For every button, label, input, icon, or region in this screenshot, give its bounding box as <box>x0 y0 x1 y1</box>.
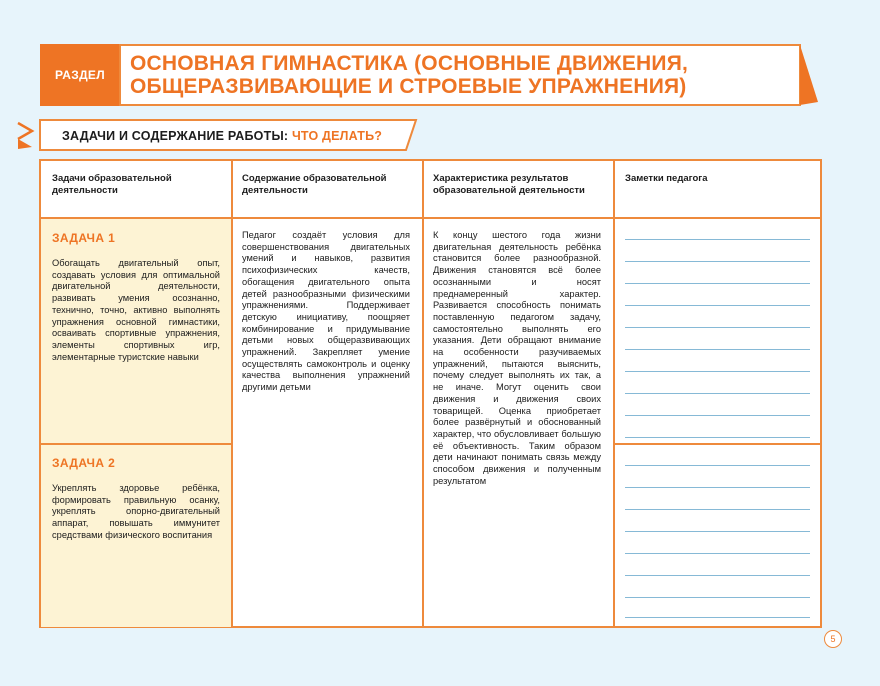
results-text: К концу шестого года жизни двигательная деятельность ребёнка становится более разнообразной. Движения становятся всё более осознанными и носят преднамеренный характер. Развивается способность понимать поставленную педагогом задачу, самостоятельно выполнять его указания. Дети обращают внимание на особенности разучиваемых упражнений, пытаются выяснить, почему следует выполнять их так, а не иначе. Могут оценить свои движения и движения своих товарищей. Оценка приобретает более развёрнутый и обоснованный характер, что обусловливает большую её объективность. Таким образом дети начинают понимать связь между способом движения и полученным результатом <box>433 230 601 486</box>
section-banner <box>40 44 820 106</box>
header-notes: Заметки педагога <box>625 173 708 184</box>
note-line <box>625 261 810 262</box>
teacher-notes-area[interactable] <box>615 219 820 627</box>
subheading <box>14 117 424 153</box>
task1-text: Обогащать двигательный опыт, создавать условия для оптимальной двигательной деятельности, развивать умения осознанно, технично, точно, активно выполнять упражнения основной гимнастики, осваивать спортивные упражнения, элементы спортивных игр, элементарные туристские навыки <box>52 258 220 362</box>
note-line <box>625 509 810 510</box>
note-line <box>625 393 810 394</box>
section-label: РАЗДЕЛ <box>55 68 105 82</box>
subheading-question: ЧТО ДЕЛАТЬ? <box>291 129 383 143</box>
note-line <box>625 597 810 598</box>
page-number: 5 <box>824 630 842 648</box>
note-line <box>625 283 810 284</box>
section-title-line2: ОБЩЕРАЗВИВАЮЩИЕ И СТРОЕВЫЕ УПРАЖНЕНИЯ) <box>130 75 687 98</box>
header-content: Содержание образовательной деятельности <box>242 173 387 196</box>
note-line <box>625 437 810 438</box>
note-line <box>625 465 810 466</box>
subheading-label: ЗАДАЧИ И СОДЕРЖАНИЕ РАБОТЫ: <box>62 129 289 143</box>
note-line <box>625 305 810 306</box>
note-line <box>625 349 810 350</box>
activity-table <box>39 159 822 628</box>
note-line <box>625 415 810 416</box>
column-divider <box>422 161 424 626</box>
note-line <box>625 617 810 618</box>
section-title <box>130 52 790 98</box>
header-tasks: Задачи образовательной деятельности <box>52 173 172 196</box>
note-line <box>625 371 810 372</box>
chevron-right-icon <box>18 123 32 139</box>
subheading-text <box>62 129 382 143</box>
section-title-line1: ОСНОВНАЯ ГИМНАСТИКА (ОСНОВНЫЕ ДВИЖЕНИЯ, <box>130 52 689 75</box>
note-line <box>625 487 810 488</box>
task-divider <box>41 443 232 445</box>
note-line <box>625 327 810 328</box>
task1-title: ЗАДАЧА 1 <box>52 231 116 245</box>
content-text: Педагог создаёт условия для совершенствования двигательных умений и навыков, развития психофизических качеств, обогащения двигательного опыта детей разнообразными физическими упражнениями. Поддерживает детскую инициативу, поощряет комбинирование и придумывание детьми новых общеразвивающих упражнений. Закрепляет умение осуществлять самоконтроль и оценку качества выполнения упражнений другими детьми <box>242 230 410 393</box>
task2-text: Укреплять здоровье ребёнка, формировать правильную осанку, укреплять опорно-двигательный аппарат, повышать иммунитет средствами физического воспитания <box>52 483 220 540</box>
note-line <box>625 575 810 576</box>
header-results: Характеристика результатов образовательной деятельности <box>433 173 585 196</box>
column-divider <box>231 161 233 626</box>
task2-title: ЗАДАЧА 2 <box>52 456 116 470</box>
note-line <box>625 553 810 554</box>
note-line <box>625 531 810 532</box>
note-line <box>625 239 810 240</box>
